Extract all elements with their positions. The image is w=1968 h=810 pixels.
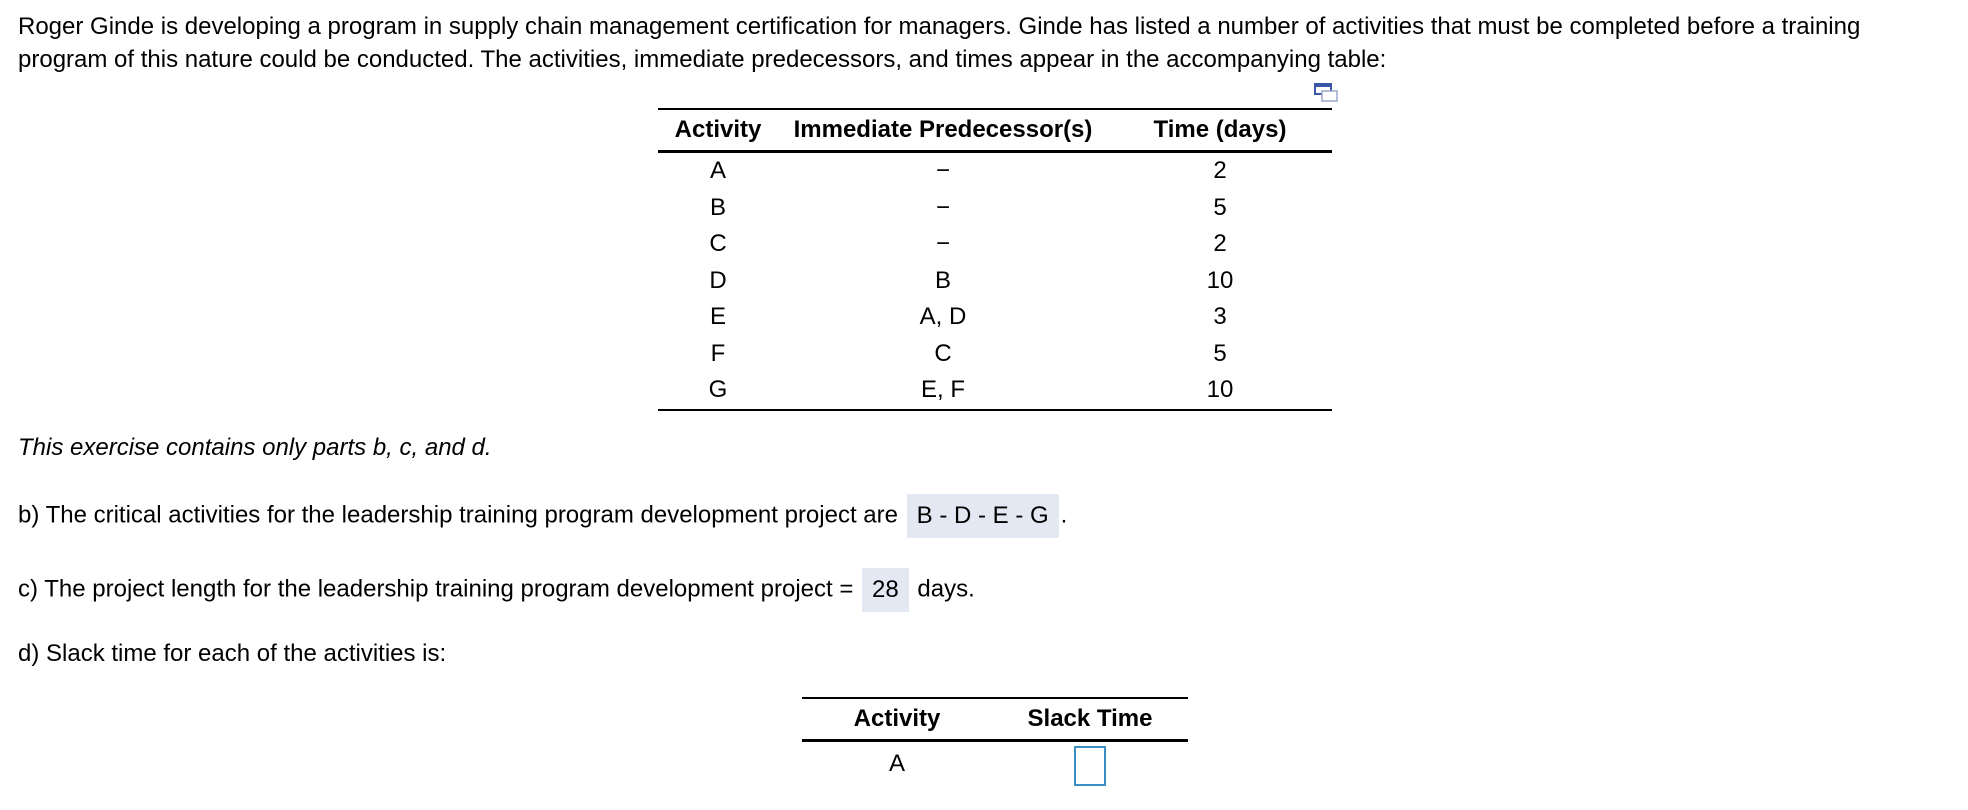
cell-time: 5: [1213, 193, 1227, 221]
question-d: d) Slack time for each of the activities is:: [18, 640, 447, 667]
copy-table-icon[interactable]: [1313, 82, 1339, 104]
question-c: [18, 568, 975, 612]
cell-time: 2: [1213, 230, 1227, 258]
project-length-answer[interactable]: 28: [862, 568, 909, 612]
cell-predecessors: A, D: [919, 303, 967, 331]
cell-predecessors: −: [935, 193, 950, 221]
cell-predecessors: C: [934, 339, 952, 367]
table-row: [658, 263, 1332, 300]
slack-time-input-a[interactable]: [1074, 746, 1106, 786]
critical-path-answer[interactable]: B - D - E - G: [907, 494, 1059, 538]
question-b: [18, 494, 1067, 538]
slack-header-activity: Activity: [802, 698, 992, 741]
question-c-suffix: days.: [917, 575, 975, 603]
question-c-text: c) The project length for the leadership training program development project =: [18, 575, 854, 603]
cell-activity: E: [709, 303, 726, 331]
table-header-row: [658, 109, 1332, 152]
header-predecessors: Immediate Predecessor(s): [778, 109, 1108, 152]
question-b-suffix: .: [1060, 501, 1068, 529]
cell-time: 2: [1213, 157, 1227, 185]
table-row: [658, 152, 1332, 190]
cell-predecessors: −: [935, 157, 950, 185]
header-time: Time (days): [1108, 109, 1332, 152]
table-row: [658, 190, 1332, 227]
cell-time: 10: [1206, 266, 1234, 294]
cell-predecessors: E, F: [778, 372, 1108, 410]
cell-time: 5: [1213, 339, 1227, 367]
table-row: [658, 372, 1332, 410]
cell-activity: G: [658, 372, 778, 410]
exercise-note: This exercise contains only parts b, c, and d.: [18, 434, 492, 461]
cell-activity: A: [709, 157, 726, 185]
cell-activity: F: [710, 339, 726, 367]
slack-cell-input: [992, 741, 1188, 787]
cell-predecessors: −: [935, 230, 950, 258]
cell-activity: D: [709, 266, 727, 294]
slack-header-row: [802, 698, 1188, 741]
slack-time-table: [802, 697, 1188, 786]
cell-time: 10: [1108, 372, 1332, 410]
cell-activity: C: [709, 230, 727, 258]
question-b-text: b) The critical activities for the leadership training program development project are: [18, 501, 898, 529]
slack-row: [802, 741, 1188, 787]
cell-activity: B: [709, 193, 726, 221]
table-row: [658, 299, 1332, 336]
header-activity: Activity: [658, 109, 778, 152]
cell-predecessors: B: [934, 266, 951, 294]
cell-time: 3: [1213, 303, 1227, 331]
table-row: [658, 226, 1332, 263]
table-row: [658, 336, 1332, 373]
slack-cell-activity: A: [888, 750, 905, 777]
problem-statement: Roger Ginde is developing a program in supply chain management certification for managers. Ginde has listed a number of activities that must be completed before a training program of this nature could be conducted. The activities, immediate predecessors, and times appear in the accompanying table:: [18, 13, 1861, 73]
activity-table: [658, 108, 1332, 411]
slack-header-time: Slack Time: [992, 698, 1188, 741]
